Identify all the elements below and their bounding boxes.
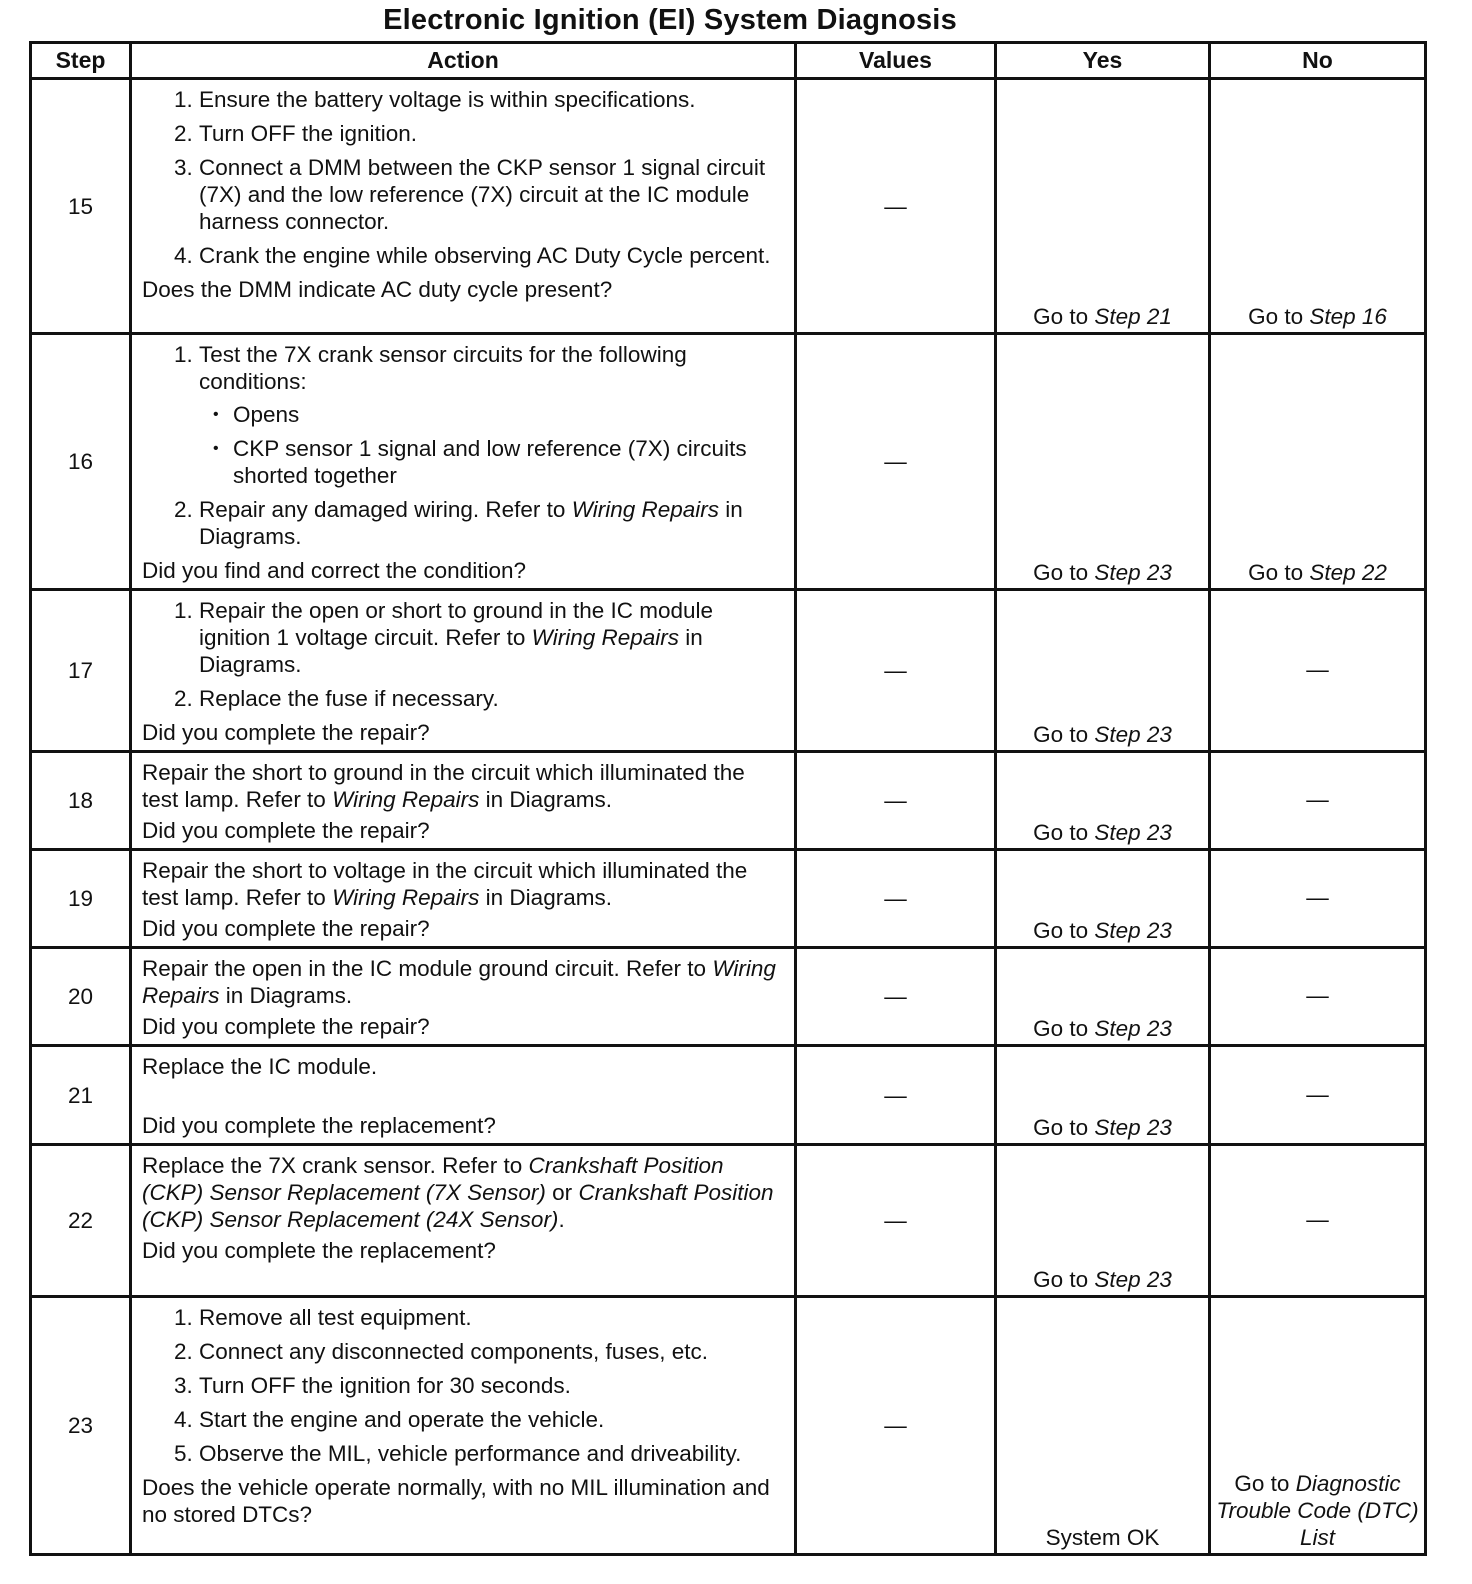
action-steps-list	[142, 341, 782, 550]
header-no: No	[1210, 43, 1426, 79]
diagnosis-table	[29, 41, 1427, 1556]
text-segment: Repair the short to ground in the circuit which illuminated the test lamp. Refer to	[142, 760, 745, 812]
text-segment: in Diagrams.	[199, 625, 703, 677]
action-question: Did you complete the repair?	[142, 720, 430, 745]
text-segment: Go to	[1033, 1267, 1095, 1292]
table-row	[31, 752, 1426, 850]
no-cell	[1210, 79, 1426, 334]
text-segment: Repair the short to voltage in the circuit which illuminated the test lamp. Refer to	[142, 858, 748, 910]
step-number: 21	[31, 1046, 131, 1145]
values-cell: —	[796, 1297, 996, 1555]
action-question: Does the DMM indicate AC duty cycle present?	[142, 277, 613, 302]
yes-cell	[996, 1297, 1210, 1555]
action-step	[199, 242, 782, 269]
values-cell: —	[796, 1046, 996, 1145]
step-number: 18	[31, 752, 131, 850]
reference-text: Step 23	[1094, 918, 1172, 943]
table-row	[31, 1297, 1426, 1555]
text-segment: Remove all test equipment.	[199, 1305, 472, 1330]
reference-text: Diagnostic Trouble Code (DTC) List	[1216, 1471, 1419, 1550]
action-steps-list	[142, 597, 782, 712]
action-instruction	[142, 955, 782, 1009]
reference-text: Wiring Repairs	[332, 885, 480, 910]
action-cell	[131, 79, 796, 334]
text-segment: in Diagrams.	[219, 983, 353, 1008]
action-step	[199, 154, 782, 235]
text-segment: Go to	[1234, 1471, 1296, 1496]
no-result: —	[1306, 657, 1329, 682]
header-values: Values	[796, 43, 996, 79]
action-instruction	[142, 1053, 782, 1080]
document-title: Electronic Ignition (EI) System Diagnosis	[383, 4, 957, 36]
header-action: Action	[131, 43, 796, 79]
action-question: Does the vehicle operate normally, with no MIL illumination and no stored DTCs?	[142, 1475, 770, 1527]
values-cell: —	[796, 850, 996, 948]
no-result: —	[1306, 1081, 1329, 1107]
condition-list	[199, 401, 782, 489]
action-steps-list	[142, 1304, 782, 1467]
reference-text: Crankshaft Position (CKP) Sensor Replacement (7X Sensor)	[142, 1153, 724, 1205]
text-segment: Replace the IC module.	[142, 1054, 378, 1079]
text-segment: Go to	[1033, 820, 1095, 845]
action-step	[199, 1406, 782, 1433]
text-segment: Ensure the battery voltage is within specifications.	[199, 87, 696, 112]
reference-text: Step 23	[1094, 1016, 1172, 1041]
table-row	[31, 79, 1426, 334]
reference-text: Wiring Repairs	[531, 625, 680, 650]
reference-text: Step 16	[1309, 304, 1387, 329]
text-segment: in Diagrams.	[479, 787, 612, 812]
action-instruction	[142, 759, 782, 813]
reference-text: Wiring Repairs	[332, 787, 480, 812]
reference-text: Step 21	[1094, 304, 1172, 329]
step-number: 22	[31, 1145, 131, 1297]
no-result: —	[1306, 1207, 1329, 1232]
text-segment: Turn OFF the ignition.	[199, 121, 418, 146]
text-segment: or	[545, 1180, 579, 1205]
text-segment: Go to	[1033, 560, 1095, 585]
yes-cell	[996, 334, 1210, 590]
table-header-row	[31, 43, 1426, 79]
no-cell	[1210, 1145, 1426, 1297]
action-cell	[131, 850, 796, 948]
action-step	[199, 120, 782, 147]
table-row	[31, 1145, 1426, 1297]
values-cell: —	[796, 334, 996, 590]
action-instruction	[142, 857, 782, 911]
action-cell	[131, 1297, 796, 1555]
yes-cell	[996, 79, 1210, 334]
values-cell: —	[796, 1145, 996, 1297]
action-steps-list	[142, 86, 782, 269]
action-instruction	[142, 1152, 782, 1233]
step-number: 20	[31, 948, 131, 1046]
condition-item: • CKP sensor 1 signal and low reference (7X) circuits shorted together	[207, 435, 782, 489]
yes-result: System OK	[1045, 1525, 1160, 1550]
text-segment: Crank the engine while observing AC Duty Cycle percent.	[199, 243, 771, 268]
no-cell	[1210, 752, 1426, 850]
text-segment: Connect a DMM between the CKP sensor 1 signal circuit (7X) and the low reference (7X) circuit at the IC module harness connector.	[199, 155, 766, 234]
step-number: 23	[31, 1297, 131, 1555]
text-segment: .	[558, 1207, 565, 1232]
text-segment: Go to	[1033, 1115, 1095, 1140]
text-segment: Turn OFF the ignition for 30 seconds.	[199, 1373, 571, 1398]
condition-item: • Opens	[207, 401, 782, 428]
reference-text: Step 22	[1309, 560, 1387, 585]
action-cell	[131, 752, 796, 850]
action-question: Did you find and correct the condition?	[142, 558, 526, 583]
action-question: Did you complete the replacement?	[142, 1113, 496, 1138]
action-spacer	[142, 1084, 782, 1112]
action-question: Did you complete the replacement?	[142, 1238, 496, 1263]
text-segment: Start the engine and operate the vehicle.	[199, 1407, 605, 1432]
text-segment: Go to	[1033, 918, 1095, 943]
action-step	[199, 1304, 782, 1331]
no-cell	[1210, 850, 1426, 948]
header-step: Step	[31, 43, 131, 79]
action-question: Did you complete the repair?	[142, 916, 430, 941]
no-cell	[1210, 1046, 1426, 1145]
text-segment: Go to	[1033, 722, 1095, 747]
no-cell	[1210, 590, 1426, 752]
reference-text: Step 23	[1094, 1267, 1172, 1292]
text-segment: in Diagrams.	[199, 497, 743, 549]
yes-cell	[996, 1145, 1210, 1297]
table-row	[31, 850, 1426, 948]
action-step	[199, 1372, 782, 1399]
text-segment: in Diagrams.	[479, 885, 612, 910]
text-segment: Go to	[1248, 560, 1310, 585]
reference-text: Step 23	[1094, 820, 1172, 845]
action-cell	[131, 1046, 796, 1145]
no-result: —	[1306, 787, 1329, 812]
table-row	[31, 334, 1426, 590]
header-yes: Yes	[996, 43, 1210, 79]
text-segment: Repair the open in the IC module ground circuit. Refer to	[142, 956, 713, 981]
reference-text: Wiring Repairs	[571, 497, 720, 522]
action-cell	[131, 948, 796, 1046]
text-segment: Go to	[1033, 1016, 1095, 1041]
action-cell	[131, 590, 796, 752]
no-cell	[1210, 334, 1426, 590]
no-result: —	[1306, 983, 1329, 1008]
table-row	[31, 1046, 1426, 1145]
action-cell	[131, 334, 796, 590]
text-segment: Repair any damaged wiring. Refer to	[199, 497, 572, 522]
yes-cell	[996, 948, 1210, 1046]
reference-text: Step 23	[1094, 722, 1172, 747]
yes-cell	[996, 590, 1210, 752]
action-question: Did you complete the repair?	[142, 1014, 430, 1039]
yes-cell	[996, 1046, 1210, 1145]
reference-text: Step 23	[1094, 560, 1172, 585]
reference-text: Wiring Repairs	[142, 956, 776, 1008]
yes-cell	[996, 850, 1210, 948]
action-step	[199, 1338, 782, 1365]
values-cell: —	[796, 590, 996, 752]
values-cell: —	[796, 752, 996, 850]
text-segment: Go to	[1033, 304, 1095, 329]
text-segment: Observe the MIL, vehicle performance and driveability.	[199, 1441, 742, 1466]
no-result: —	[1306, 885, 1329, 910]
step-number: 17	[31, 590, 131, 752]
action-step	[199, 341, 782, 489]
reference-text: Crankshaft Position (CKP) Sensor Replacement (24X Sensor)	[142, 1180, 774, 1232]
no-cell	[1210, 1297, 1426, 1555]
table-row	[31, 590, 1426, 752]
action-cell	[131, 1145, 796, 1297]
step-number: 15	[31, 79, 131, 334]
action-step	[199, 496, 782, 550]
action-step	[199, 685, 782, 712]
action-step	[199, 597, 782, 678]
text-segment: Go to	[1248, 304, 1310, 329]
text-segment: Replace the 7X crank sensor. Refer to	[142, 1153, 529, 1178]
values-cell: —	[796, 79, 996, 334]
action-step	[199, 86, 782, 113]
values-cell: —	[796, 948, 996, 1046]
action-question: Did you complete the repair?	[142, 818, 430, 843]
yes-cell	[996, 752, 1210, 850]
text-segment: Repair the open or short to ground in the IC module ignition 1 voltage circuit. Refer to	[199, 598, 714, 650]
text-segment: Test the 7X crank sensor circuits for the following conditions:	[199, 342, 687, 394]
table-body	[31, 79, 1426, 1555]
step-number: 16	[31, 334, 131, 590]
text-segment: Connect any disconnected components, fuses, etc.	[199, 1339, 709, 1364]
action-step	[199, 1440, 782, 1467]
text-segment: Replace the fuse if necessary.	[199, 686, 499, 711]
no-cell	[1210, 948, 1426, 1046]
table-row	[31, 948, 1426, 1046]
reference-text: Step 23	[1094, 1115, 1172, 1140]
step-number: 19	[31, 850, 131, 948]
